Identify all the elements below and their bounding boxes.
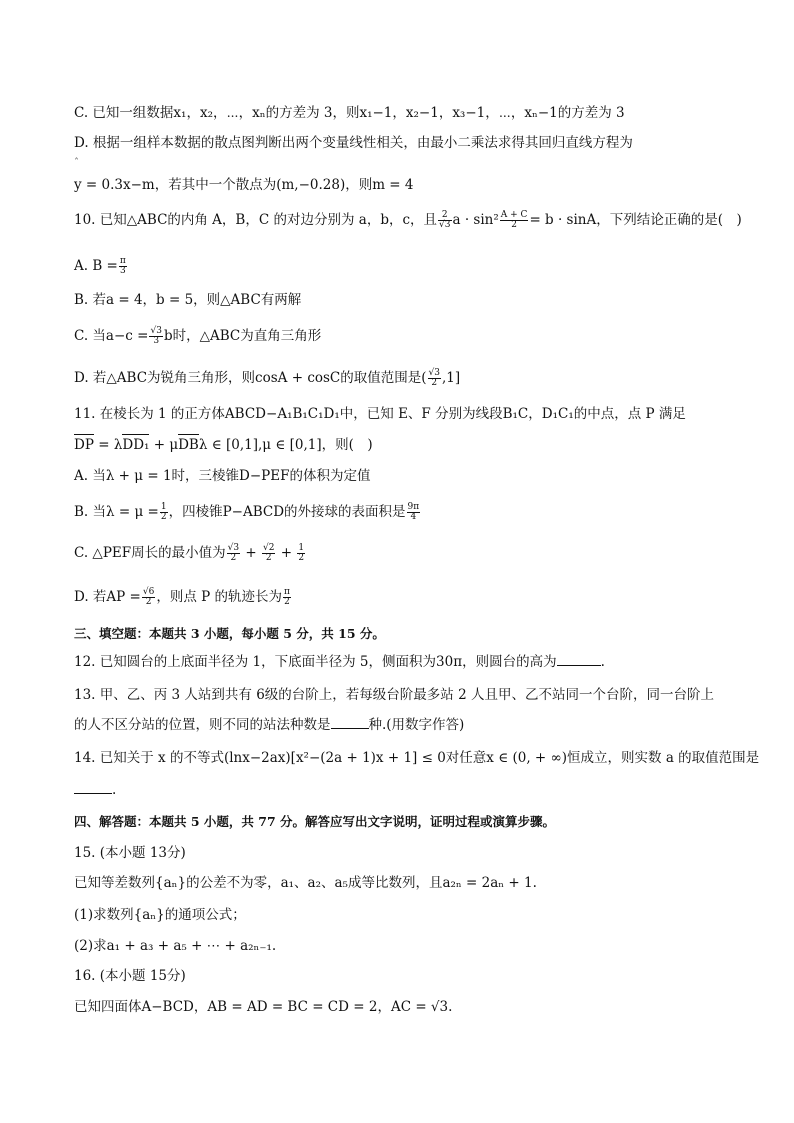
answer-blank: [557, 653, 601, 666]
q11-stem-line2: DP = λDD₁ + μDBλ ∈ [0,1],μ ∈ [0,1]，则( ): [74, 437, 373, 453]
q16-heading: 16. (本小题 15分): [74, 968, 186, 984]
q11-option-a: A. 当λ + μ = 1时，三棱锥D−PEF的体积为定值: [74, 468, 371, 484]
q10-stem: 10. 已知△ABC的内角 A，B，C 的对边分别为 a，b，c，且 $\frac{2}{√3}$ a · sin² $\frac{A + C}{2}$ = b · sinA，下列结论正确的是( ): [74, 210, 742, 230]
q9-option-d-line2: y = 0.3x−m，若其中一个散点为(m,−0.28)，则m = 4: [74, 177, 414, 193]
q13-line2: 的人不区分站的位置，则不同的站法种数是 种.(用数字作答): [74, 717, 465, 733]
section-4-heading: 四、解答题：本题共 5 小题，共 77 分。解答应写出文字说明，证明过程或演算步骤。: [74, 814, 556, 829]
q16-stem: 已知四面体A−BCD，AB = AD = BC = CD = 2，AC = √3.: [74, 999, 453, 1015]
q14-line1: 14. 已知关于 x 的不等式(lnx−2ax)[x²−(2a + 1)x + 1] ≤ 0对任意x ∈ (0, + ∞)恒成立，则实数 a 的取值范围是: [74, 750, 760, 766]
q10-option-b: B. 若a = 4，b = 5，则△ABC有两解: [74, 292, 302, 308]
answer-blank: [74, 781, 112, 794]
answer-blank: [331, 716, 369, 729]
q13-line1: 13. 甲、乙、丙 3 人站到共有 6级的台阶上，若每级台阶最多站 2 人且甲、乙不站同一个台阶，同一台阶上: [74, 687, 714, 703]
q11-option-c: C. △PEF周长的最小值为 $\frac{√3}{2}$ + $\frac{√2}{2}$ + $\frac{1}{2}$: [74, 543, 305, 563]
fraction: $\frac{2}{√3}$: [439, 210, 451, 230]
q11-stem-line1: 11. 在棱长为 1 的正方体ABCD−A₁B₁C₁D₁中，已知 E、F 分别为线段B₁C，D₁C₁的中点，点 P 满足: [74, 406, 686, 422]
q9-hat-mark: ˆ: [74, 158, 79, 169]
q14-line2: .: [74, 780, 116, 800]
section-3-heading: 三、填空题：本题共 3 小题，每小题 5 分，共 15 分。: [74, 626, 385, 641]
q10-option-c: C. 当a−c = $\frac{√3}{3}$ b时，△ABC为直角三角形: [74, 326, 322, 346]
q15-heading: 15. (本小题 13分): [74, 845, 186, 861]
q12: 12. 已知圆台的上底面半径为 1，下底面半径为 5，侧面积为30π，则圆台的高为 .: [74, 654, 605, 670]
fraction: $\frac{A + C}{2}$: [500, 210, 528, 230]
q15-part-2: (2)求a₁ + a₃ + a₅ + ⋯ + a₂ₙ₋₁.: [74, 938, 277, 954]
q9-option-c: C. 已知一组数据x₁，x₂，⋯，xₙ的方差为 3，则x₁−1，x₂−1，x₃−1，⋯，xₙ−1的方差为 3: [74, 105, 625, 121]
q10-option-d: D. 若△ABC为锐角三角形，则cosA + cosC的取值范围是( $\frac{√3}{2}$ ,1]: [74, 368, 461, 388]
q15-part-1: (1)求数列{aₙ}的通项公式；: [74, 907, 246, 923]
q11-option-b: B. 当λ = μ = $\frac{1}{2}$ ，四棱锥P−ABCD的外接球的表面积是 $\frac{9\pi}{4}$: [74, 502, 420, 522]
q11-option-d: D. 若AP = $\frac{√6}{2}$ ，则点 P 的轨迹长为 $\frac{\pi}{2}$: [74, 587, 290, 607]
q9-option-d-line1: D. 根据一组样本数据的散点图判断出两个变量线性相关，由最小二乘法求得其回归直线方程为: [74, 135, 633, 151]
q10-option-a: A. B = $\frac{\pi}{3}$: [74, 256, 126, 276]
q15-stem: 已知等差数列{aₙ}的公差不为零，a₁、a₂、a₅成等比数列，且a₂ₙ = 2aₙ + 1.: [74, 875, 537, 891]
